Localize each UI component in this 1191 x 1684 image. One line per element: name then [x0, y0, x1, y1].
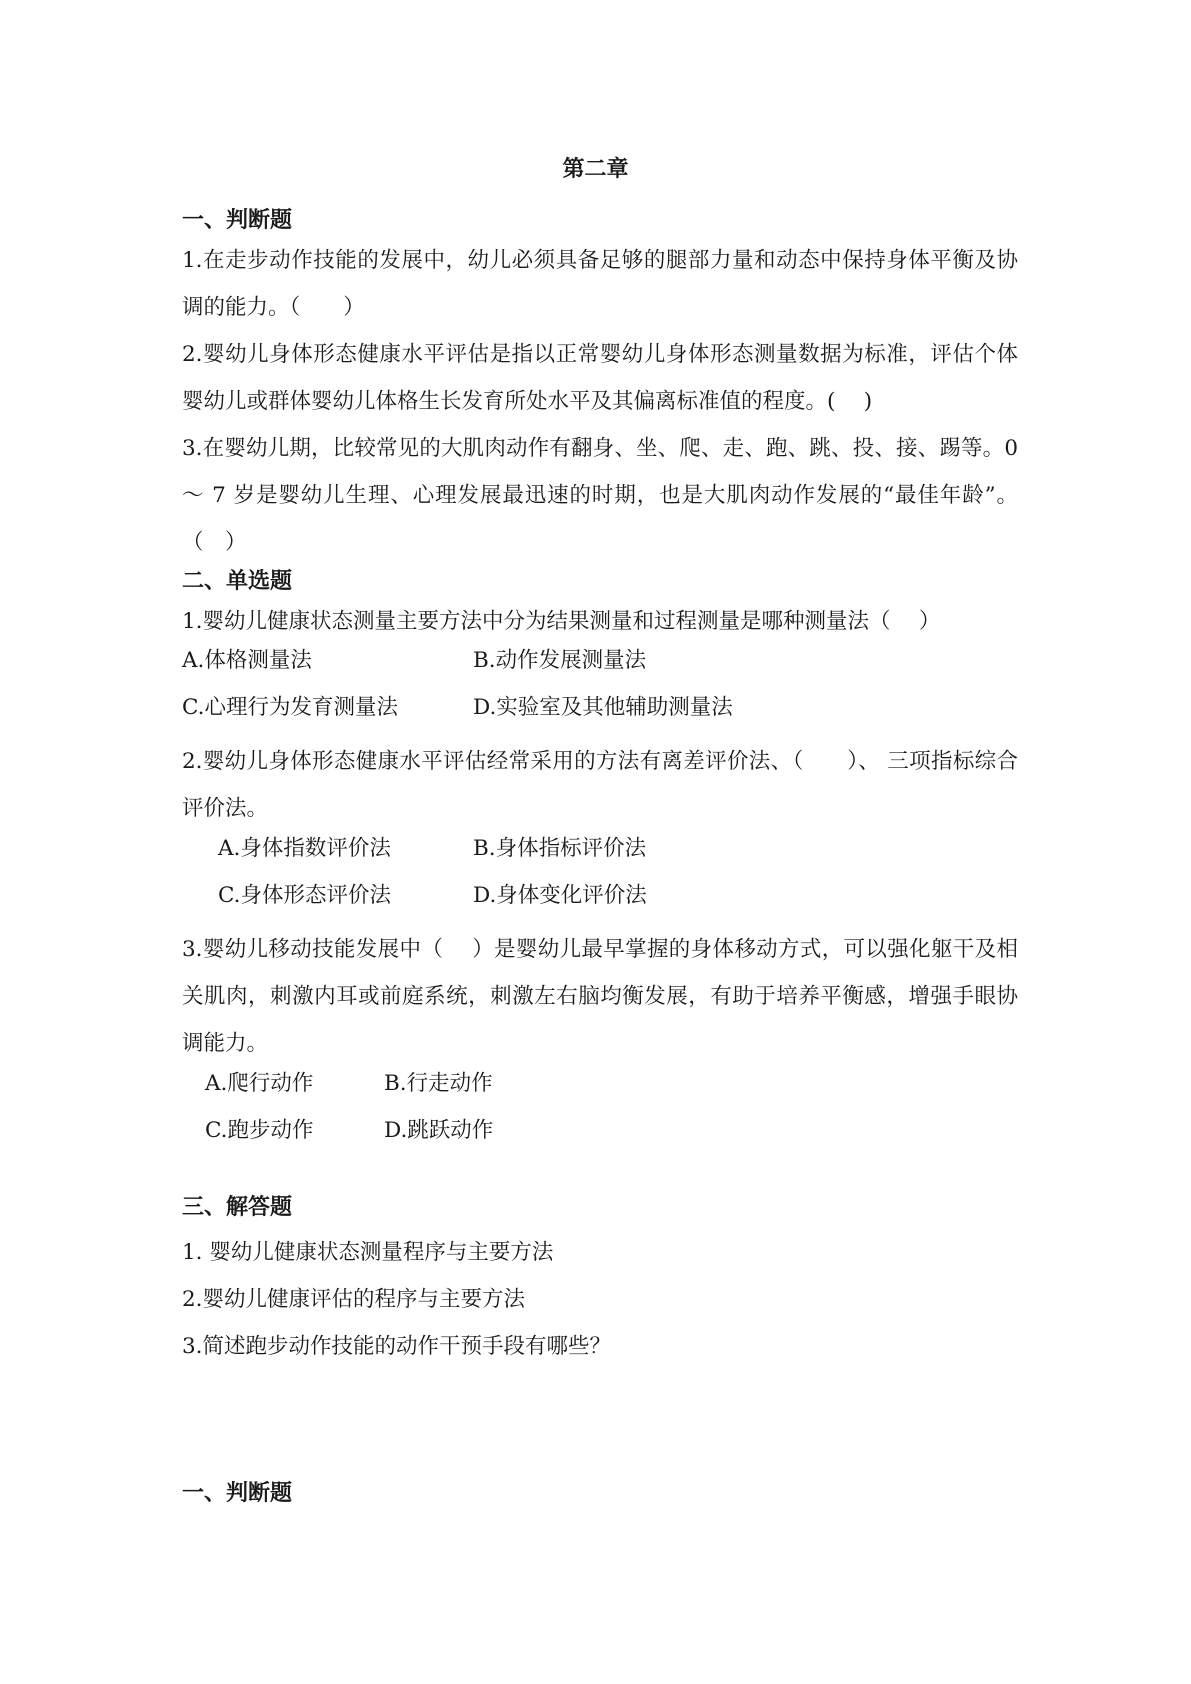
choice-q2-option-c: C.身体形态评价法: [218, 883, 392, 908]
judgment-question-1: 1.在走步动作技能的发展中，幼儿必须具备足够的腿部力量和动态中保持身体平衡及协调的能力。（ ）: [182, 248, 1018, 320]
choice-question-2: 2.婴幼儿身体形态健康水平评估经常采用的方法有离差评价法、（ ）、 三项指标综合评价法。: [182, 749, 1018, 821]
section-heading-judgment: 一、判断题: [182, 208, 293, 233]
choice-q3-option-d: D.跳跃动作: [384, 1118, 494, 1143]
judgment-question-3: 3.在婴幼儿期，比较常见的大肌肉动作有翻身、坐、爬、走、跑、跳、投、接、踢等。0 ～ 7 岁是婴幼儿生理、心理发展最迅速的时期，也是大肌肉动作发展的“最佳年龄”。（ ）: [182, 436, 1018, 555]
judgment-question-2: 2.婴幼儿身体形态健康水平评估是指以正常婴幼儿身体形态测量数据为标准，评估个体婴幼儿或群体婴幼儿体格生长发育所处水平及其偏离标准值的程度。( ): [182, 342, 1018, 414]
choice-question-1: 1.婴幼儿健康状态测量主要方法中分为结果测量和过程测量是哪种测量法（ ）: [182, 609, 941, 634]
choice-q3-option-c: C.跑步动作: [205, 1118, 314, 1143]
answer-question-1: 1. 婴幼儿健康状态测量程序与主要方法: [182, 1240, 554, 1265]
choice-q1-option-c: C.心理行为发育测量法: [182, 695, 399, 720]
choice-q3-option-b: B.行走动作: [384, 1071, 493, 1096]
choice-q3-option-a: A.爬行动作: [205, 1071, 314, 1096]
choice-q1-option-b: B.动作发展测量法: [473, 648, 647, 673]
choice-q2-option-d: D.身体变化评价法: [473, 883, 647, 908]
choice-q2-option-a: A.身体指数评价法: [218, 836, 391, 861]
choice-q1-option-a: A.体格测量法: [182, 648, 312, 673]
choice-q2-option-b: B.身体指标评价法: [473, 836, 647, 861]
chapter-title: 第二章: [562, 157, 629, 182]
answer-question-3: 3.简述跑步动作技能的动作干预手段有哪些？: [182, 1334, 612, 1359]
section-heading-judgment-repeat: 一、判断题: [182, 1481, 293, 1506]
answer-question-2: 2.婴幼儿健康评估的程序与主要方法: [182, 1287, 526, 1312]
choice-question-3: 3.婴幼儿移动技能发展中（ ）是婴幼儿最早掌握的身体移动方式，可以强化躯干及相关肌肉，刺激内耳或前庭系统，刺激左右脑均衡发展，有助于培养平衡感，增强手眼协调能力。: [182, 937, 1018, 1056]
choice-q1-option-d: D.实验室及其他辅助测量法: [473, 695, 733, 720]
section-heading-short-answer: 三、解答题: [182, 1195, 293, 1220]
section-heading-single-choice: 二、单选题: [182, 569, 293, 594]
